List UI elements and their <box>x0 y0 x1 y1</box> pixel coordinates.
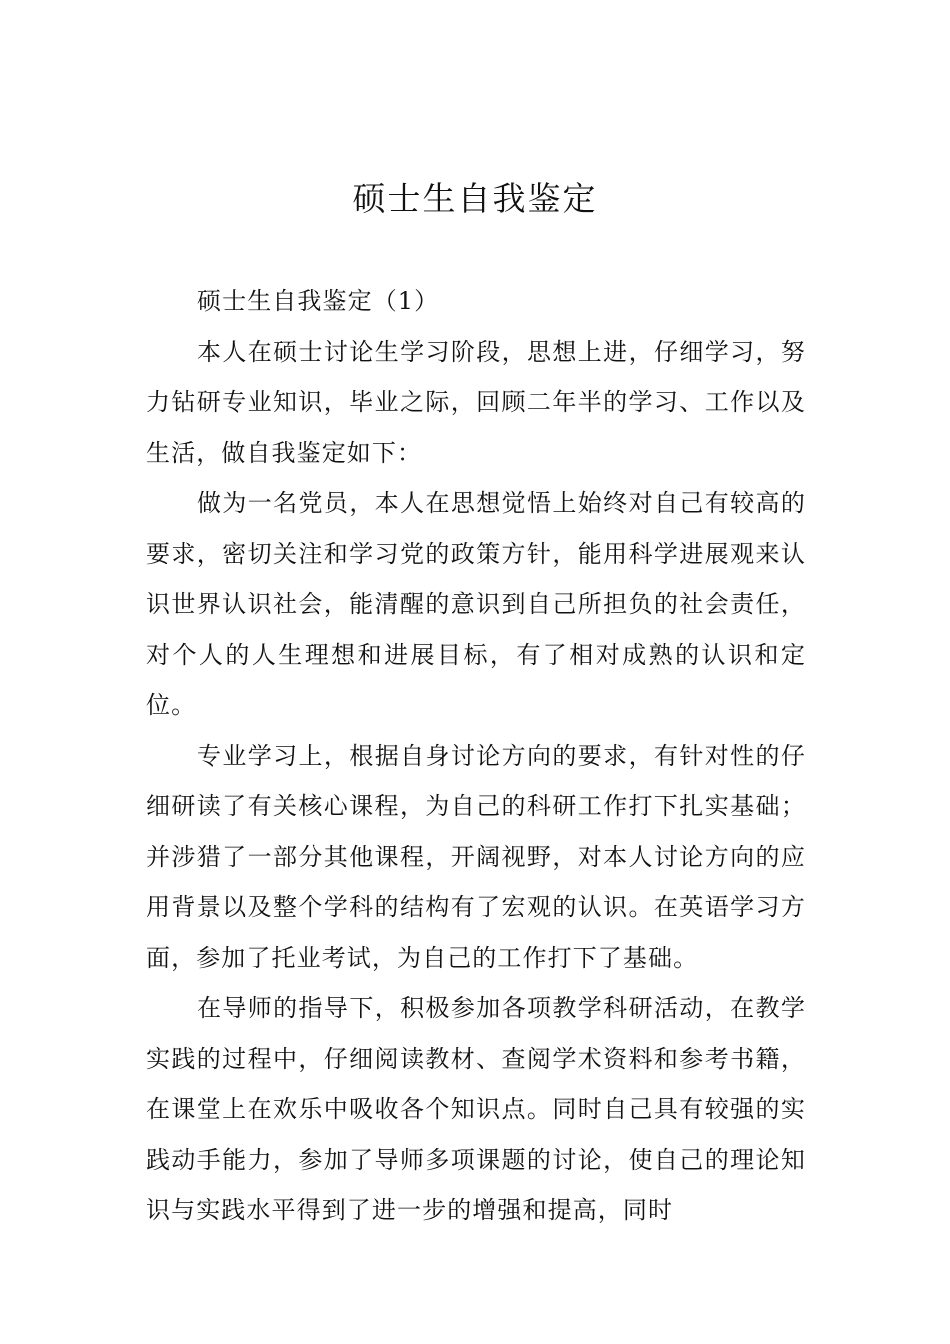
body-paragraph-1: 本人在硕士讨论生学习阶段，思想上进，仔细学习，努力钻研专业知识，毕业之际，回顾二年半的学习、工作以及生活，做自我鉴定如下： <box>146 337 806 467</box>
body-paragraph-3: 专业学习上，根据自身讨论方向的要求，有针对性的仔细研读了有关核心课程，为自己的科研工作打下扎实基础；并涉猎了一部分其他课程，开阔视野，对本人讨论方向的应用背景以及整个学科的结构有了宏观的认识。在英语学习方面，参加了托业考试，为自己的工作打下了基础。 <box>146 741 806 972</box>
document-body <box>146 276 806 1236</box>
section-subtitle: 硕士生自我鉴定（1） <box>197 287 440 315</box>
document-title: 硕士生自我鉴定 <box>352 179 598 218</box>
body-paragraph-2: 做为一名党员，本人在思想觉悟上始终对自己有较高的要求，密切关注和学习党的政策方针，能用科学进展观来认识世界认识社会，能清醒的意识到自己所担负的社会责任，对个人的人生理想和进展目标，有了相对成熟的认识和定位。 <box>146 489 806 719</box>
body-paragraph-4: 在导师的指导下，积极参加各项教学科研活动，在教学实践的过程中，仔细阅读教材、查阅学术资料和参考书籍，在课堂上在欢乐中吸收各个知识点。同时自己具有较强的实践动手能力，参加了导师多项课题的讨论，使自己的理论知识与实践水平得到了进一步的增强和提高，同时 <box>146 994 806 1224</box>
